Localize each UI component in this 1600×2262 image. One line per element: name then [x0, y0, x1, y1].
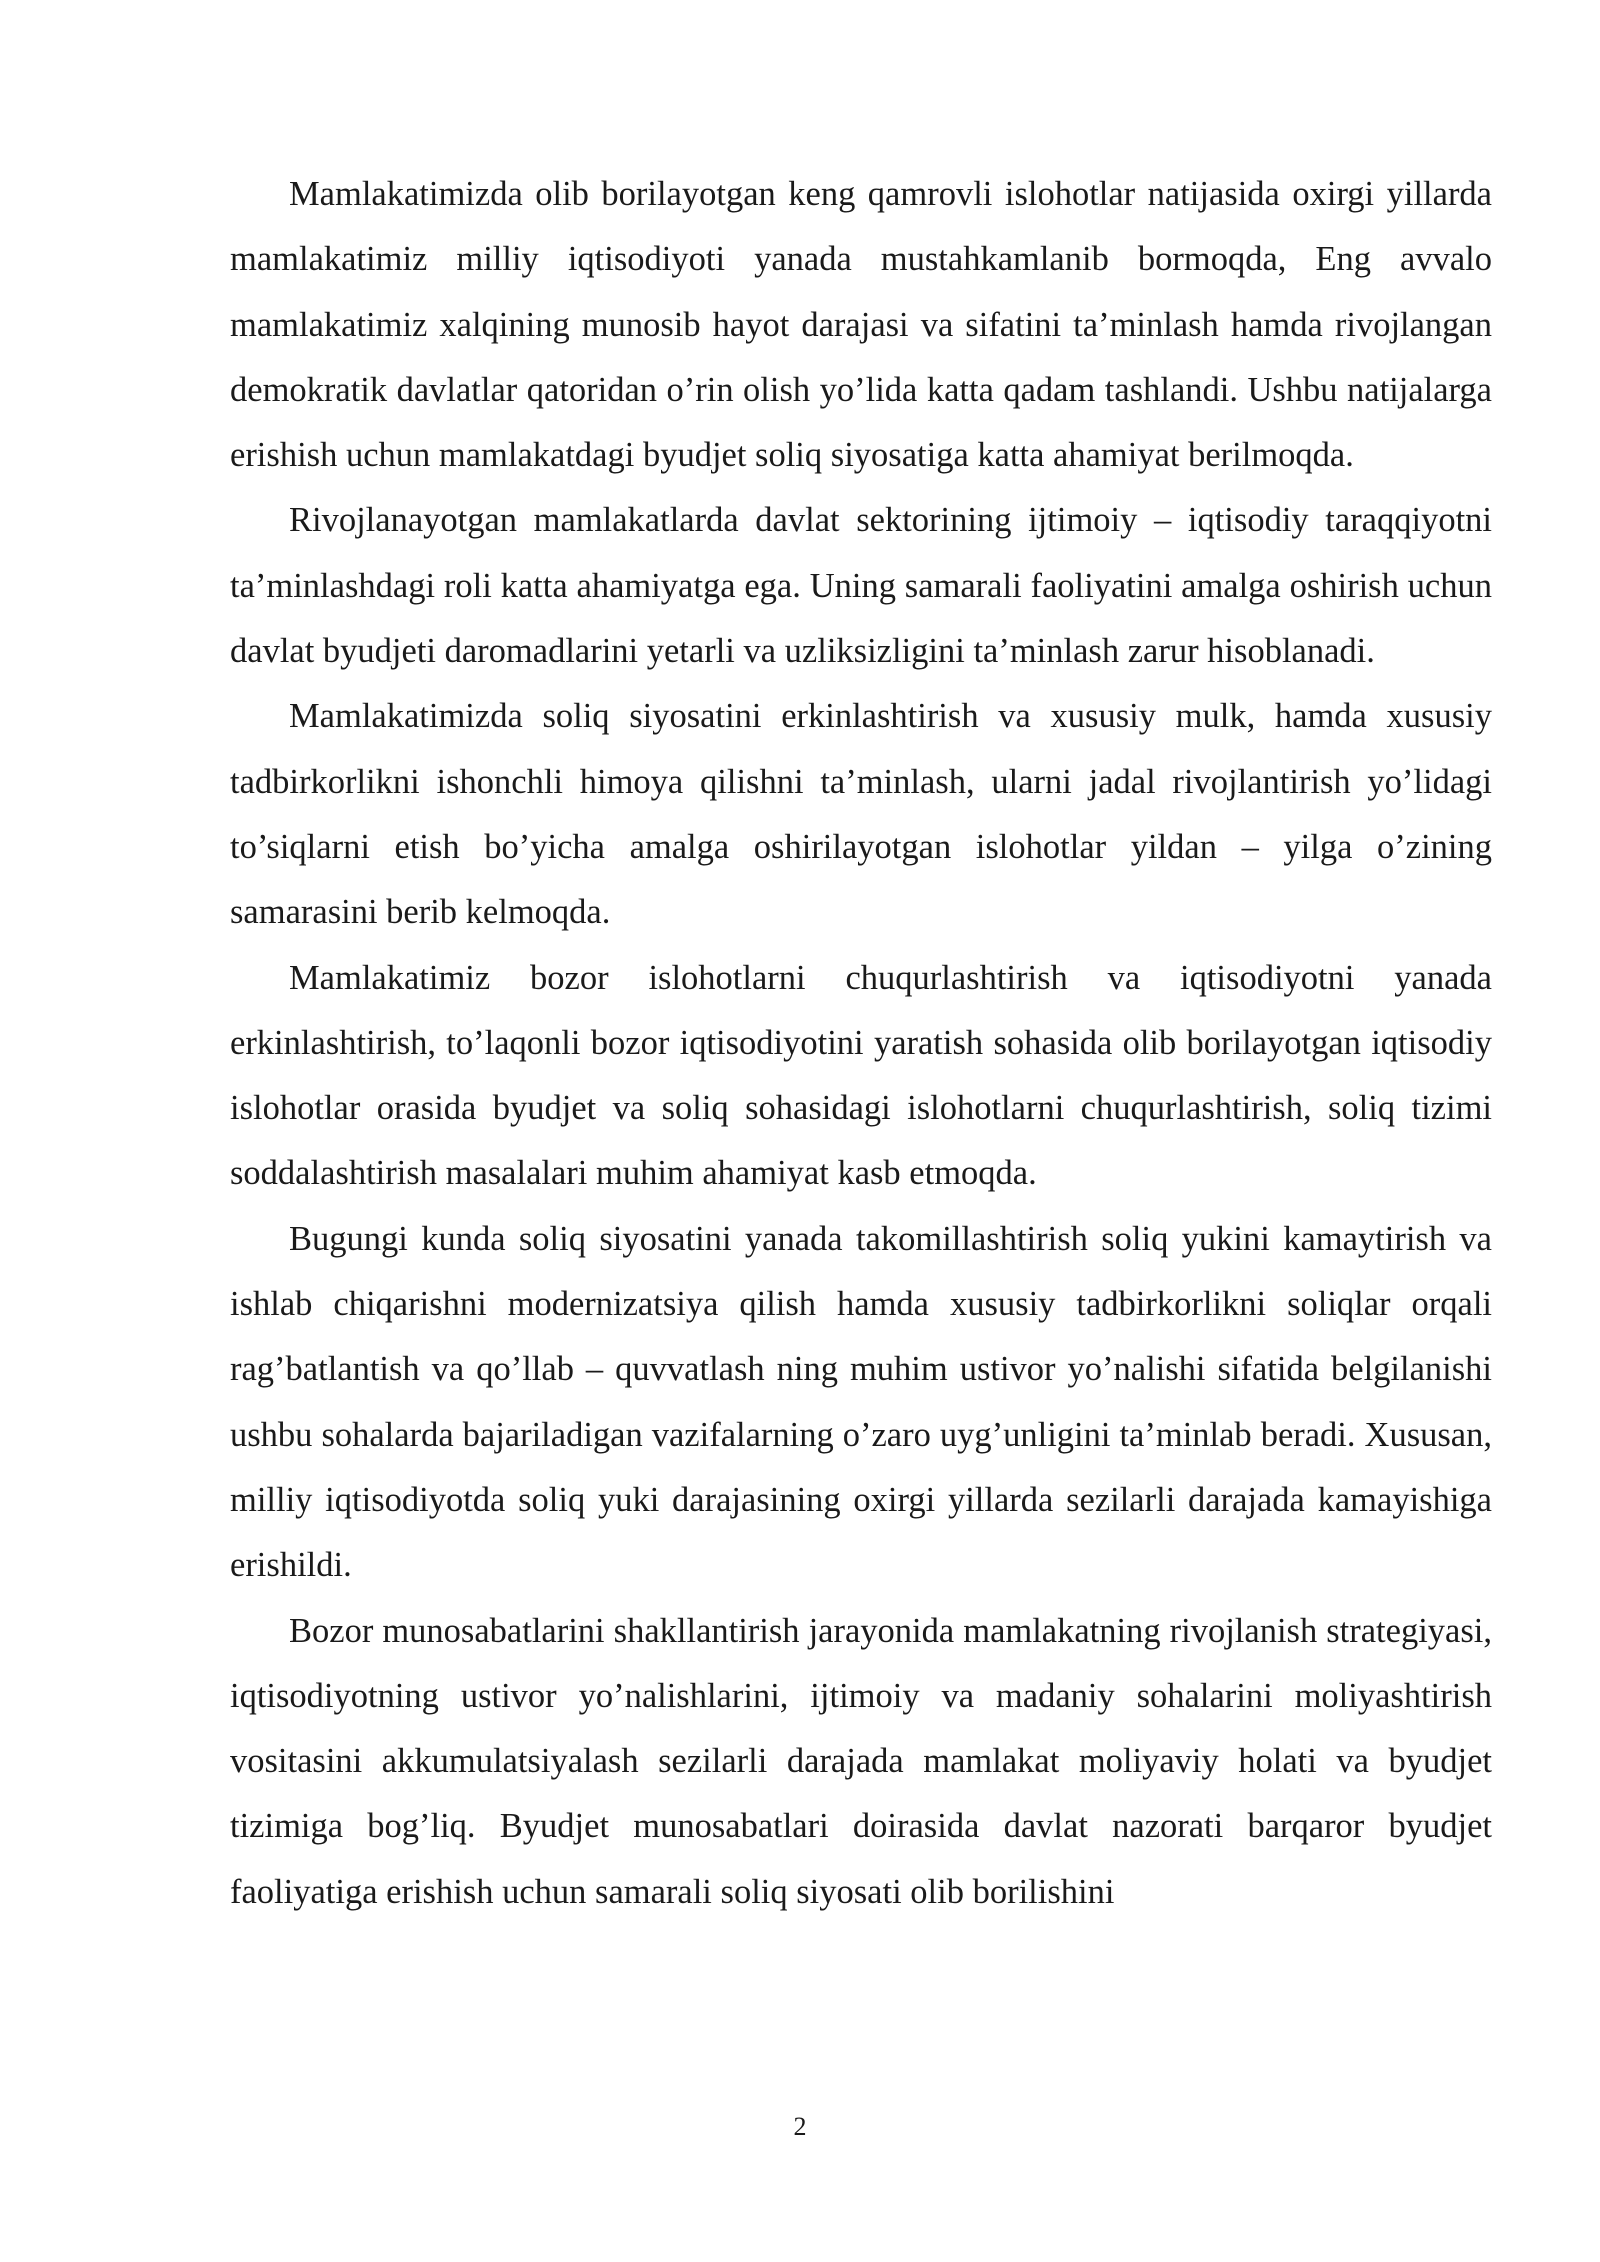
paragraph-4: Mamlakatimiz bozor islohotlarni chuqurlashtirish va iqtisodiyotni yanada erkinlashtirish, to’laqonli bozor iqtisodiyotini yaratish sohasida olib borilayotgan iqtisodiy islohotlar orasida byudjet va soliq sohasidagi islohotlarni chuqurlashtirish, soliq tizimi soddalashtirish masalalari muhim ahamiyat kasb etmoqda.	[230, 958, 1492, 1193]
paragraph-6: Bozor munosabatlarini shakllantirish jarayonida mamlakatning rivojlanish strategiyasi, iqtisodiyotning ustivor yo’nalishlarini, ijtimoiy va madaniy sohalarini moliyashtirish vositasini akkumulatsiyalash sezilarli darajada mamlakat moliyaviy holati va byudjet tizimiga bog’liq. Byudjet munosabatlari doirasida davlat nazorati barqaror byudjet faoliyatiga erishish uchun samarali soliq siyosati olib borilishini	[230, 1611, 1492, 1911]
paragraph-5: Bugungi kunda soliq siyosatini yanada takomillashtirish soliq yukini kamaytirish va ishlab chiqarishni modernizatsiya qilish hamda xususiy tadbirkorlikni soliqlar orqali rag’batlantish va qo’llab – quvvatlash ning muhim ustivor yo’nalishi sifatida belgilanishi ushbu sohalarda bajariladigan vazifalarning o’zaro uyg’unligini ta’minlab beradi. Xususan, milliy iqtisodiyotda soliq yuki darajasining oxirgi yillarda sezilarli darajada kamayishiga erishildi.	[230, 1219, 1492, 1585]
document-body	[230, 162, 1492, 1925]
paragraph-2: Rivojlanayotgan mamlakatlarda davlat sektorining ijtimoiy – iqtisodiy taraqqiyotni ta’minlashdagi roli katta ahamiyatga ega. Uning samarali faoliyatini amalga oshirish uchun davlat byudjeti daromadlarini yetarli va uzliksizligini ta’minlash zarur hisoblanadi.	[230, 501, 1492, 671]
paragraph-3: Mamlakatimizda soliq siyosatini erkinlashtirish va xususiy mulk, hamda xususiy tadbirkorlikni ishonchli himoya qilishni ta’minlash, ularni jadal rivojlantirish yo’lidagi to’siqlarni etish bo’yicha amalga oshirilayotgan islohotlar yildan – yilga o’zining samarasini berib kelmoqda.	[230, 697, 1492, 932]
page-number: 2	[793, 2112, 807, 2141]
paragraph-1: Mamlakatimizda olib borilayotgan keng qamrovli islohotlar natijasida oxirgi yillarda mamlakatimiz milliy iqtisodiyoti yanada mustahkamlanib bormoqda, Eng avvalo mamlakatimiz xalqining munosib hayot darajasi va sifatini ta’minlash hamda rivojlangan demokratik davlatlar qatoridan o’rin olish yo’lida katta qadam tashlandi. Ushbu natijalarga erishish uchun mamlakatdagi byudjet soliq siyosatiga katta ahamiyat berilmoqda.	[230, 175, 1492, 475]
